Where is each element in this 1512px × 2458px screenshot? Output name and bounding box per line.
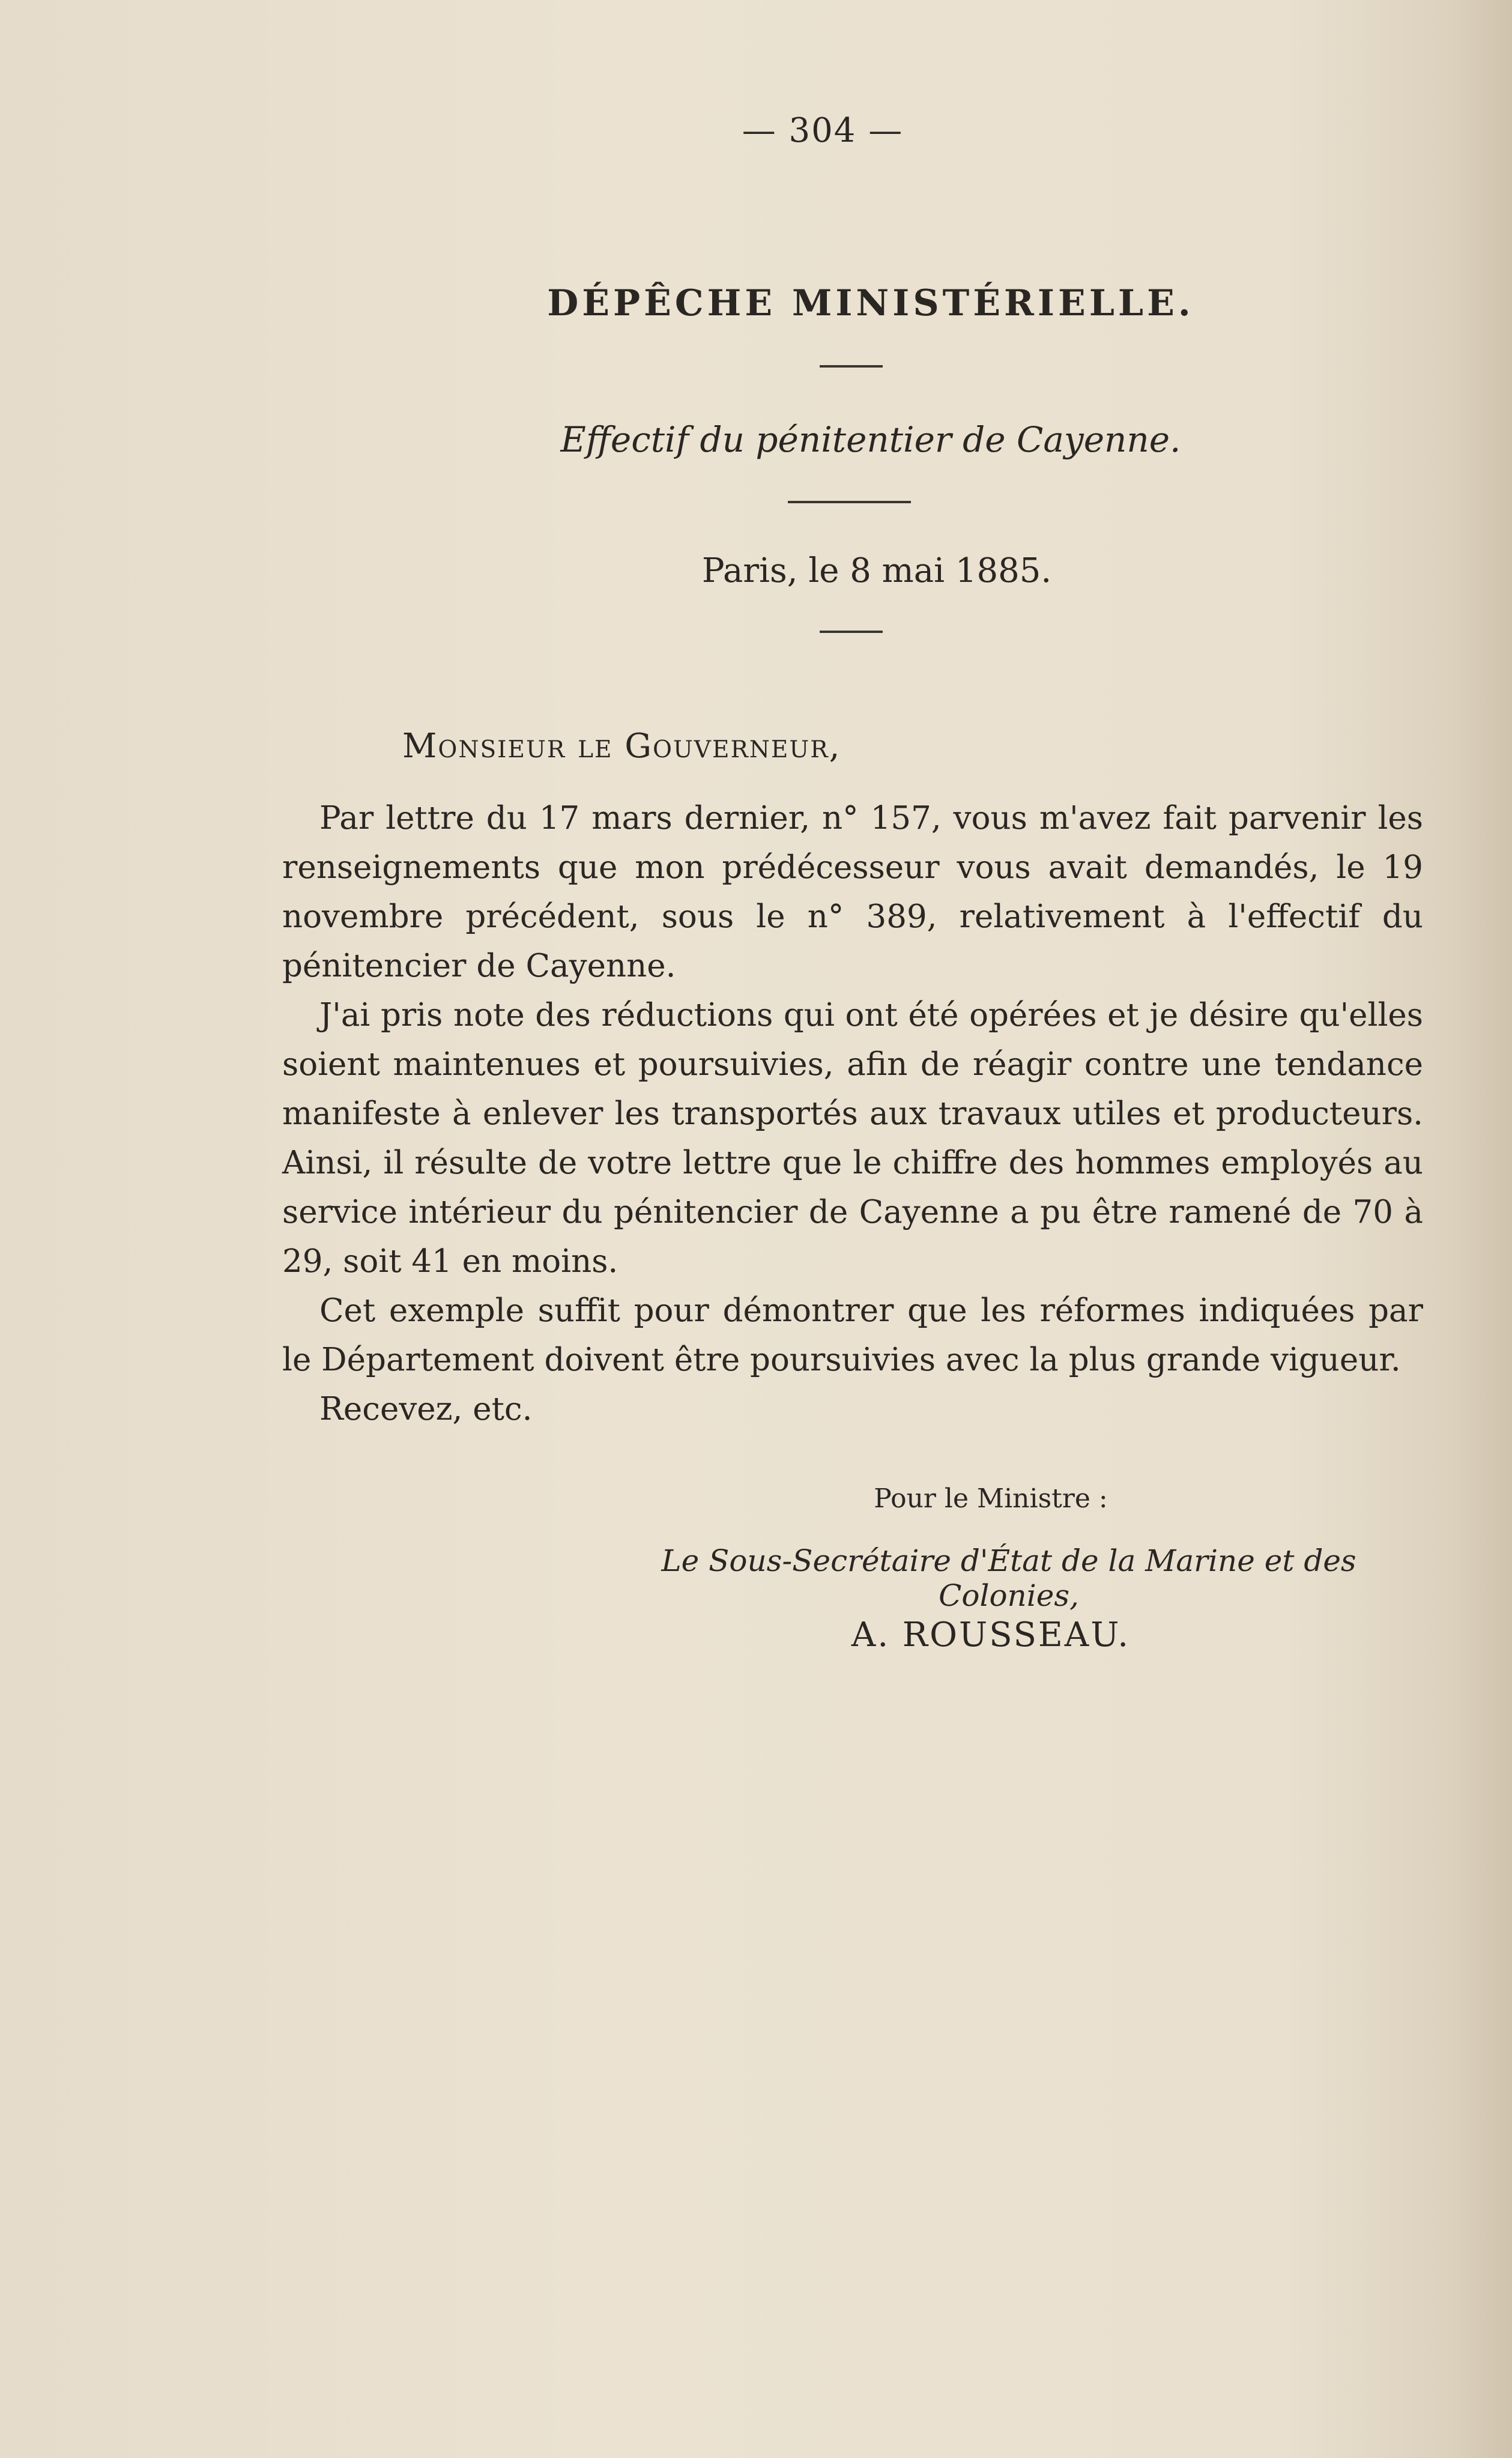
divider-rule <box>820 365 883 368</box>
letter-body <box>282 794 1423 1434</box>
page-number: — 304 — <box>742 111 904 150</box>
signature-intro: Pour le Ministre : <box>874 1483 1108 1514</box>
divider-rule <box>820 631 883 633</box>
date-line: Paris, le 8 mai 1885. <box>701 551 1052 590</box>
paragraph: J'ai pris note des réductions qui ont été opérées et je désire qu'elles soient maintenues et poursuivies, afin de réagir contre une tendance manifeste à enlever les transportés aux travaux utiles et producteurs. Ainsi, il résulte de votre lettre que le chiffre des hommes employés au service intérieur du pénitencier de Cayenne a pu être ramené de 70 à 29, soit 41 en moins. <box>282 997 1423 1280</box>
paragraph: Cet exemple suffit pour démontrer que les réformes indiquées par le Département doivent être poursuivies avec la plus grande vigueur. <box>282 1292 1423 1378</box>
signature-name: A. ROUSSEAU. <box>851 1615 1131 1654</box>
document-subtitle: Effectif du pénitentier de Cayenne. <box>560 419 1181 460</box>
salutation: Monsieur le Gouverneur, <box>402 727 841 766</box>
signature-role: Le Sous-Secrétaire d'État de la Marine et des Colonies, <box>661 1543 1356 1613</box>
paragraph: Recevez, etc. <box>319 1391 533 1427</box>
paragraph: Par lettre du 17 mars dernier, n° 157, vous m'avez fait parvenir les renseignements que mon prédécesseur vous avait demandés, le 19 novembre précédent, sous le n° 389, relativement à l'effectif du pénitencier de Cayenne. <box>282 800 1423 984</box>
divider-rule <box>788 501 911 503</box>
document-title: DÉPÊCHE MINISTÉRIELLE. <box>547 282 1194 324</box>
